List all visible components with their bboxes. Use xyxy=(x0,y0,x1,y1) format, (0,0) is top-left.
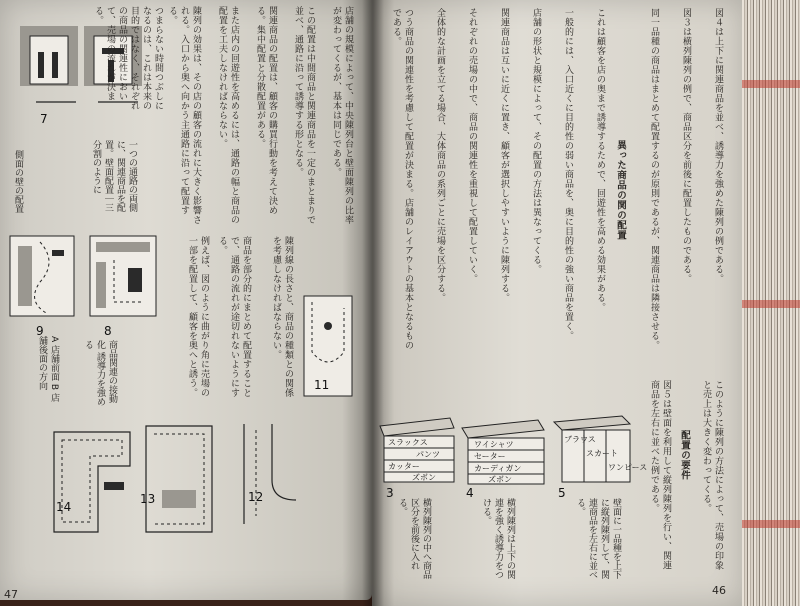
figure-9-number: 9 xyxy=(36,324,44,338)
right-text-col-11: 図５は壁面を利用して縦列陳列を行い、関連商品を左右に並べた例である。 xyxy=(649,380,671,570)
left-page xyxy=(0,0,372,600)
shelf4-label-1: ワイシャツ xyxy=(474,440,514,449)
right-text-col-2: 全体的な計画を立てる場合、大体商品の系列ごとに売場を区分する。 xyxy=(435,8,445,303)
left-text-col-8: 商品を部分的にまとめて配置することで、通路の流れが途切れないようにする。 xyxy=(217,236,251,398)
shelf3-label-3: カッター xyxy=(388,462,420,471)
left-text-col-4: 関連商品の配置は、顧客の購買行動を考えて決める。集中配置と分散配置がある。 xyxy=(255,6,277,215)
right-text-col-5: 店舗の形状と規模によって、その配置の方法は異なってくる。 xyxy=(531,8,541,274)
shelf5-label-1: ブラウス xyxy=(564,435,596,444)
left-text-col-2: 陳列の効果は、その店の顧客の流れに大きく影響される。入口から奥へ向かう主通路に沿って配置する。 xyxy=(167,6,201,225)
shelf3-label-4: ズボン xyxy=(412,473,436,482)
figure-11-caption: 商品関連の接動化 誘導力を強める xyxy=(83,340,117,406)
figure-13-diagram xyxy=(140,420,218,538)
right-text-col-10: 図４は上下に関連商品を並べ、誘導力を強めた陳列の例である。 xyxy=(713,8,723,284)
figure-4-shelf-diagram xyxy=(458,418,548,488)
figure-7-caption-detail: 一つの通路の両側に、関連商品を配置。壁面配置｜三分割のように xyxy=(91,140,137,212)
left-page-number: 47 xyxy=(4,588,18,601)
section-heading: 異った商品の関の配置 xyxy=(615,140,626,240)
right-text-col-1: つう商品の関連性を考慮して配置が決まる。店舗のレイアウトの基本となるものである。 xyxy=(391,8,413,350)
figure-7-number: 7 xyxy=(40,112,48,126)
section-heading-2: 配置の要件 xyxy=(679,430,690,480)
left-text-col-7: 例えば、図のように曲がり角に売場の一部を配置して、顧客を奥へと誘う。 xyxy=(187,236,209,398)
right-text-col-3: それぞれの売場の中で、商品の関連性を重視して配置していく。 xyxy=(467,8,477,284)
figure-14-diagram xyxy=(48,426,136,538)
shelf4-label-2: セーター xyxy=(474,452,506,461)
figure-3-caption: 横列陳列の中へ商品区分を前後に入れる。 xyxy=(397,498,431,579)
shelf4-label-3: カーディガン xyxy=(474,464,522,473)
book-gutter xyxy=(362,0,384,606)
shelf5-label-3: ワンピース xyxy=(608,463,648,472)
figure-5-shelf-diagram xyxy=(550,412,648,488)
figure-12-number: 12 xyxy=(248,490,264,504)
right-text-col-8: 同一品種の商品はまとめて配置するのが原則であるが、関連商品は隣接させる。 xyxy=(649,8,659,350)
figure-14-number: 14 xyxy=(56,500,72,514)
figure-13-number: 13 xyxy=(140,492,156,506)
figure-11-number: 11 xyxy=(314,378,330,392)
figure-5-number: 5 xyxy=(558,486,566,500)
book-page-edges xyxy=(742,0,800,606)
right-page xyxy=(372,0,744,606)
figure-9-diagram xyxy=(8,232,78,324)
right-page-number: 46 xyxy=(712,584,726,597)
right-text-col-4: 関連商品は互いに近くに置き、顧客が選択しやすいように陳列する。 xyxy=(499,8,509,303)
shelf5-label-2: スカート xyxy=(586,449,618,458)
figure-8-diagram xyxy=(88,232,160,324)
shelf4-label-4: ズボン xyxy=(488,475,512,484)
figure-4-number: 4 xyxy=(466,486,474,500)
figure-3-shelf-diagram xyxy=(376,414,458,488)
right-text-col-9: 図３は横列陳列の例で、商品区分を前後に配置したものである。 xyxy=(681,8,691,284)
figure-12-diagram xyxy=(236,420,306,530)
figure-5-caption: 壁面に一品種を上下に縦列陳列して、関連商品を左右に並べる。 xyxy=(575,498,621,579)
left-text-col-5: この配置は中間商品と関連商品を一定のまとまりで並べ、通路に沿って誘導する形となる。 xyxy=(293,6,315,225)
left-text-col-1: つまらない時間つぶしになるのは、これは本来の目的ではなく、それぞれの商品の関連性において、売場の流れが決まる。 xyxy=(93,6,163,111)
right-text-col-12: このように陳列の方法によって、売場の印象と売上は大きく変わってくる。 xyxy=(701,380,723,570)
left-text-col-6: 店舗の規模によって、中央陳列台と壁面陳列の比率が変わってくるが、基本は同じである。 xyxy=(331,6,353,225)
shelf3-label-1: スラックス xyxy=(388,438,428,447)
left-text-col-3: また店内の回遊性を高めるには、通路の幅と商品の配置を工夫しなければならない。 xyxy=(217,6,239,225)
shelf3-label-2: パンツ xyxy=(416,450,440,459)
figure-7-caption: 側面の壁の配置 xyxy=(13,150,23,213)
right-text-col-6: 一般的には、入口近くに目的性の弱い商品を、奥に目的性の強い商品を置く。 xyxy=(563,8,573,341)
arrow-direction-caption: A 店舗前面 B 店舗後面の方向 xyxy=(37,336,59,402)
figure-4-caption: 横列陳列は上下の関連を強く誘導力をつける。 xyxy=(481,498,515,579)
left-text-col-9: 陳列線の長さと、商品の種類との関係を考慮しなければならない。 xyxy=(271,236,293,398)
figure-8-number: 8 xyxy=(104,324,112,338)
figure-3-number: 3 xyxy=(386,486,394,500)
right-text-col-7: これは顧客を店の奥まで誘導するためで、回遊性を高める効果がある。 xyxy=(595,8,605,312)
